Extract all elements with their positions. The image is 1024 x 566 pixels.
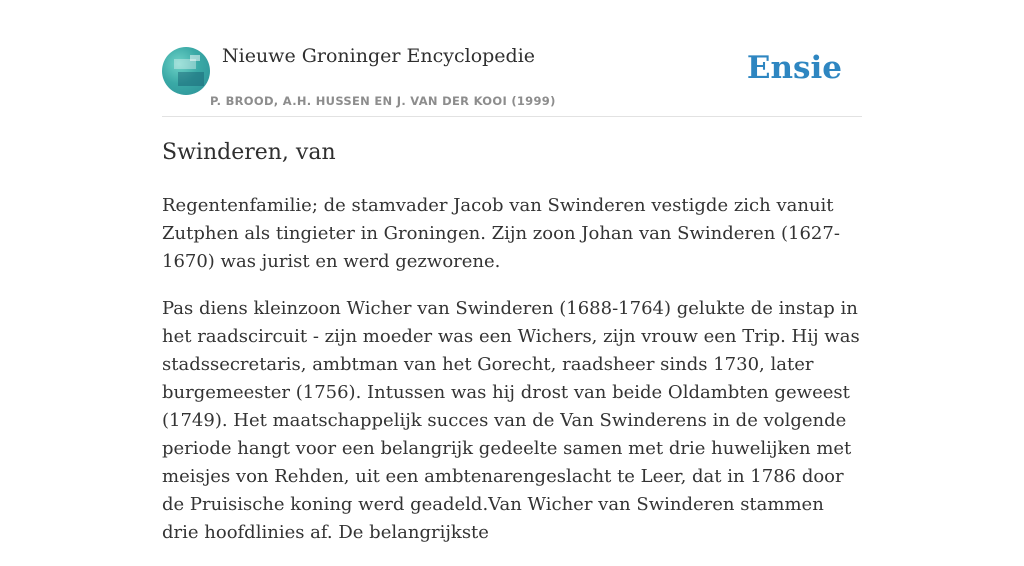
encyclopedia-cover-thumbnail[interactable] (162, 47, 210, 95)
cover-detail (190, 55, 200, 61)
article-body (162, 192, 862, 566)
article-title: Swinderen, van (162, 140, 336, 165)
encyclopedia-authors: P. BROOD, A.H. HUSSEN EN J. VAN DER KOOI (1999) (210, 94, 556, 108)
article-paragraph: Regentenfamilie; de stamvader Jacob van Swinderen vestigde zich vanuit Zutphen als tingieter in Groningen. Zijn zoon Johan van Swinderen (1627-1670) was jurist en werd gezworene. (162, 195, 840, 272)
ensie-logo-link[interactable]: Ensie (746, 50, 842, 86)
cover-detail (178, 72, 204, 86)
site-header (162, 0, 862, 117)
encyclopedia-title[interactable]: Nieuwe Groninger Encyclopedie (222, 45, 536, 67)
article-paragraph: Pas diens kleinzoon Wicher van Swinderen (1688-1764) gelukte de instap in het raadscircuit - zijn moeder was een Wichers, zijn vrouw een Trip. Hij was stadssecretaris, ambtman van het Gorecht, raadsheer sinds 1730, later burgemeester (1756). Intussen was hij drost van beide Oldambten geweest (1749). Het maatschappelijk succes van de Van Swinderens in de volgende periode hangt voor een belangrijk gedeelte samen met drie huwelijken met meisjes von Rehden, uit een ambtenarengeslacht te Leer, dat in 1786 door de Pruisische koning werd geadeld.Van Wicher van Swinderen stammen drie hoofdlinies af. De belangrijkste (162, 298, 860, 543)
